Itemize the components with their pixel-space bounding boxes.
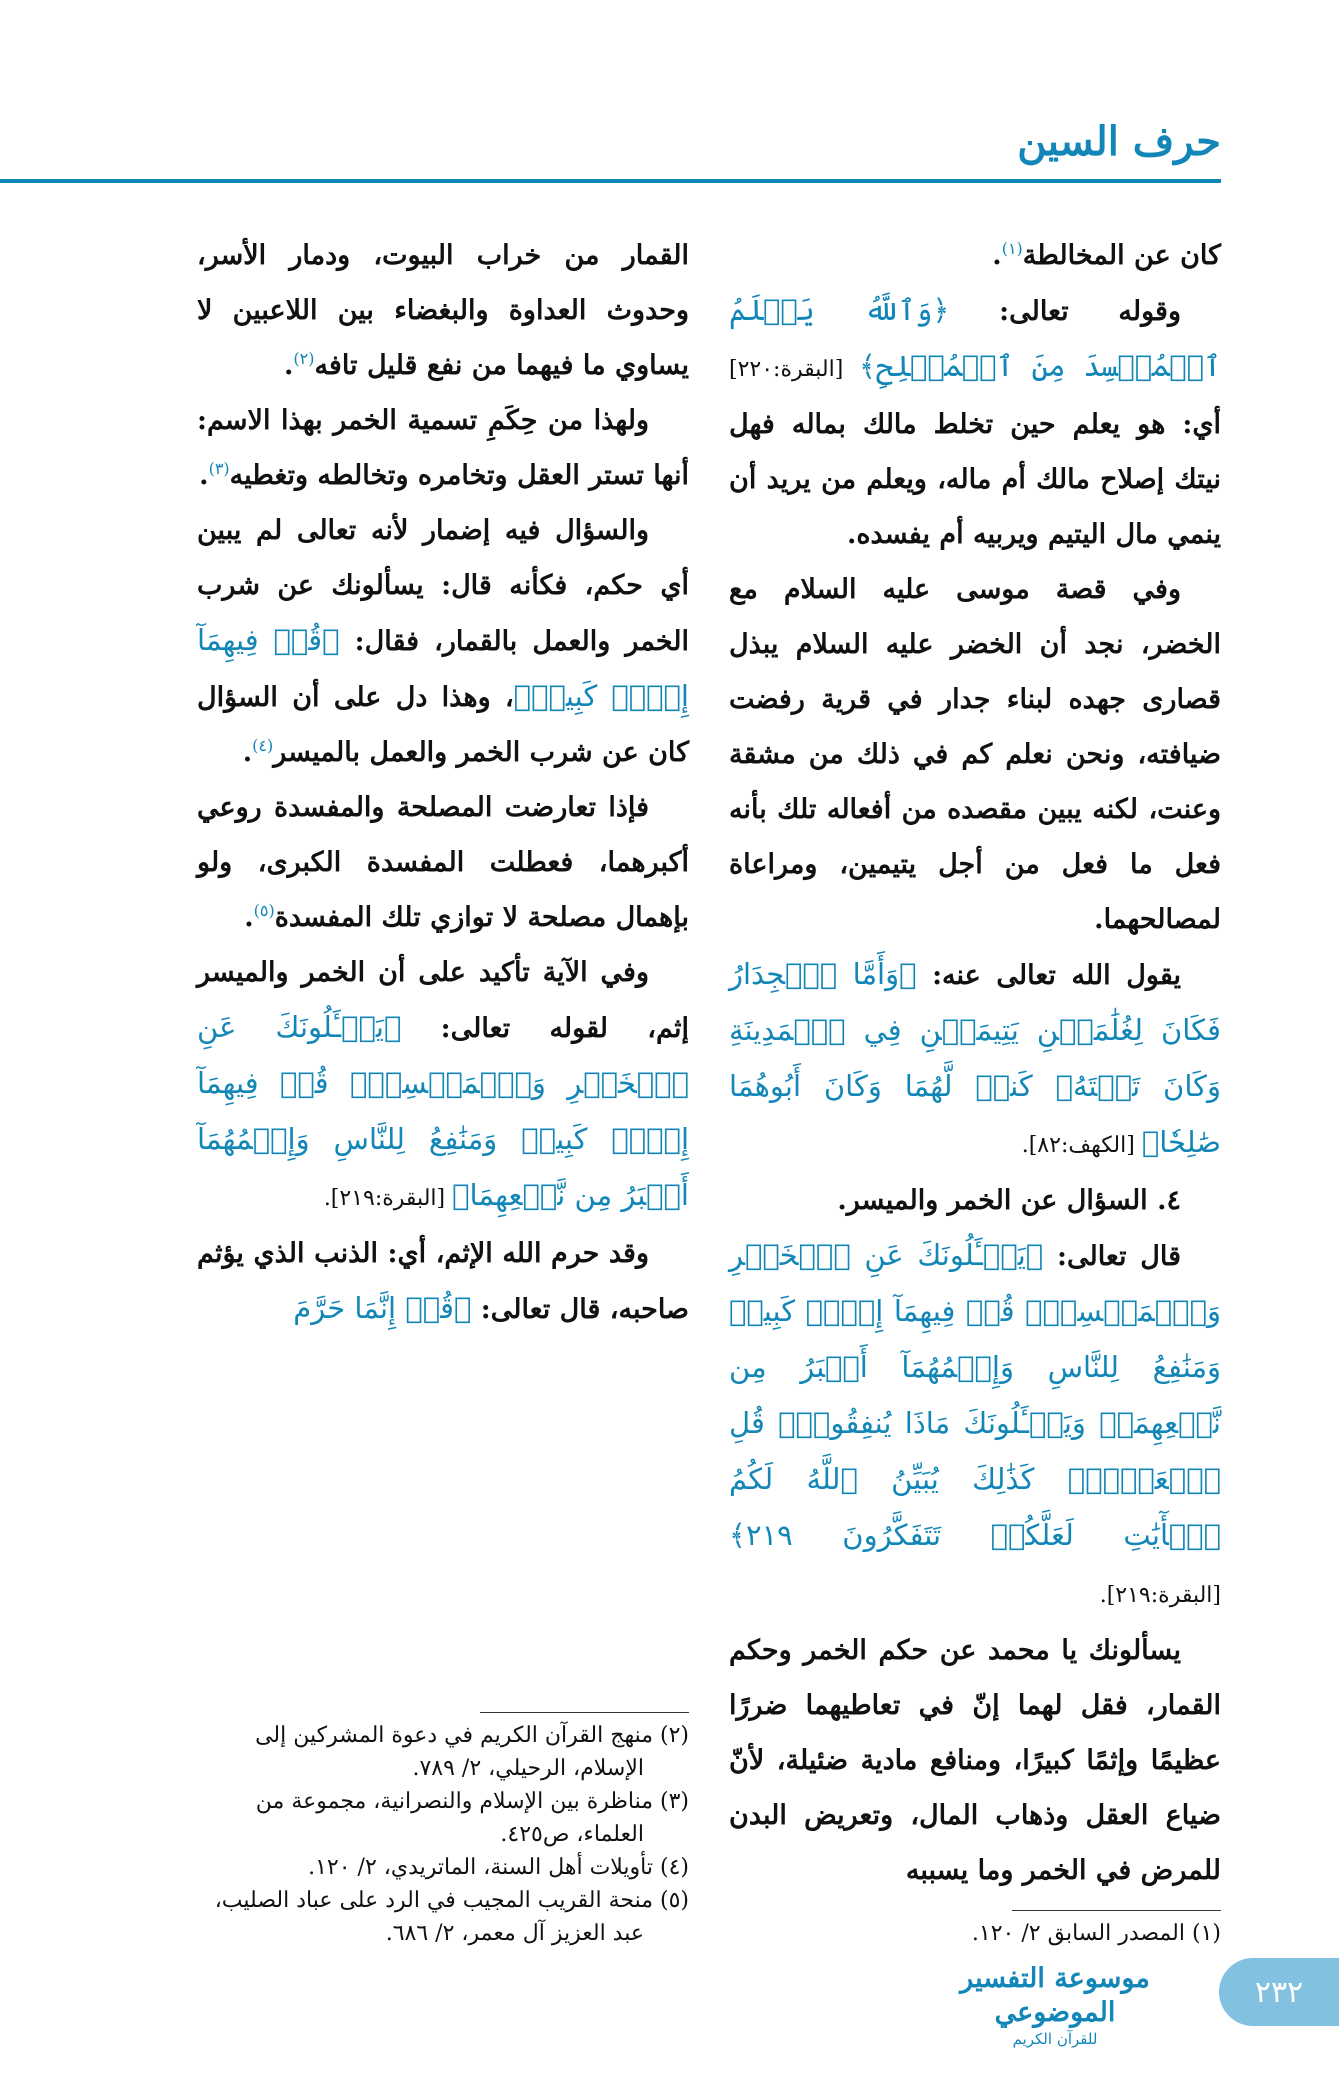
footnote-marker: (٤) xyxy=(252,736,274,755)
footnote-divider-left xyxy=(480,1712,689,1713)
body-text: فإذا تعارضت المصلحة والمفسدة روعي أكبرهما، فعطلت المفسدة الكبرى، ولو بإهمال مصلحة لا توازي تلك المفسدة xyxy=(197,792,689,933)
body-text: وقوله تعالى: xyxy=(949,296,1181,327)
verse-reference: [البقرة:٢٢٠] xyxy=(729,357,859,382)
body-text: أي: هو يعلم حين تخلط مالك بماله فهل نيتك إصلاح مالك أم ماله، ويعلم من يريد أن ينمي مال اليتيم ويربيه أم يفسده. xyxy=(729,409,1221,550)
paragraph xyxy=(197,780,689,945)
body-text: ، وهذا دل على أن السؤال كان عن شرب الخمر والعمل بالميسر xyxy=(197,682,689,768)
left-footnotes xyxy=(197,1719,689,1950)
footnote: (١) المصدر السابق ٢/ ١٢٠. xyxy=(971,1921,1221,1946)
quran-verse: ﴿يَسۡـَٔلُونَكَ عَنِ ٱلۡخَمۡرِ وَٱلۡمَيۡسِرِۖ قُلۡ فِيهِمَآ إِثۡمٞ كَبِيرٞ وَمَنَٰفِعُ لِلنَّاسِ وَإِثۡمُهُمَآ أَكۡبَرُ مِن نَّفۡعِهِمَاۗ وَيَسۡـَٔلُونَكَ مَاذَا يُنفِقُونَۖ قُلِ ٱلۡعَفۡوَۗ كَذَٰلِكَ يُبَيِّنُ ٱللَّهُ لَكُمُ ٱلۡأٓيَٰتِ لَعَلَّكُمۡ تَتَفَكَّرُونَ ٢١٩﴾ xyxy=(729,1238,1221,1552)
body-text: كان عن المخالطة xyxy=(1022,240,1221,271)
footnote: (٥) منحة القريب المجيب في الرد على عباد الصليب، عبد العزيز آل معمر، ٢/ ٦٨٦. xyxy=(214,1888,689,1946)
body-text: يقول الله تعالى عنه: xyxy=(916,960,1181,991)
left-column xyxy=(197,228,689,1337)
footnote: (٣) مناظرة بين الإسلام والنصرانية، مجموعة من العلماء، ص٤٢٥. xyxy=(255,1789,689,1847)
footnote-marker: (١) xyxy=(1001,239,1023,258)
paragraph xyxy=(197,1226,689,1337)
paragraph xyxy=(197,393,689,503)
body-text: وقد حرم الله الإثم، أي: الذنب الذي يؤثم صاحبه، قال تعالى: xyxy=(197,1238,689,1325)
right-footnotes xyxy=(729,1917,1221,1950)
footnote-marker: (٥) xyxy=(253,901,275,920)
paragraph xyxy=(729,562,1221,947)
quran-verse: ﴿قُلۡ فِيهِمَآ إِثۡمٞ كَبِيرٞ﴾ xyxy=(197,623,689,713)
paragraph xyxy=(197,503,689,780)
quran-verse: ﴿قُلۡ إِنَّمَا حَرَّمَ xyxy=(293,1291,472,1325)
body-text: . xyxy=(283,350,294,381)
verse-reference: [البقرة:٢١٩]. xyxy=(323,1186,453,1211)
paragraph xyxy=(197,228,689,393)
body-text: القمار من خراب البيوت، ودمار الأسر، وحدوث العداوة والبغضاء بين اللاعبين لا يساوي ما فيهما من نفع قليل تافه xyxy=(197,240,689,381)
encyclopedia-logo xyxy=(930,1962,1180,2048)
footnote-divider-right xyxy=(1012,1910,1221,1911)
page-footer xyxy=(0,1958,1339,2090)
page-number-badge xyxy=(1219,1958,1339,2026)
footnote-marker: (٣) xyxy=(208,459,230,478)
section-title: حرف السين xyxy=(1017,118,1221,165)
body-text: وفي الآية تأكيد على أن الخمر والميسر إثم، لقوله تعالى: xyxy=(197,957,689,1044)
quran-verse: ﴿يَسۡـَٔلُونَكَ عَنِ ٱلۡخَمۡرِ وَٱلۡمَيۡسِرِۖ قُلۡ فِيهِمَآ إِثۡمٞ كَبِيرٞ وَمَنَٰفِعُ لِلنَّاسِ وَإِثۡمُهُمَآ أَكۡبَرُ مِن نَّفۡعِهِمَا﴾ xyxy=(197,1010,689,1212)
body-text: قال تعالى: xyxy=(1043,1241,1181,1272)
body-text: . xyxy=(244,902,254,933)
logo-title: موسوعة التفسير الموضوعي xyxy=(960,1963,1150,2028)
logo-subtitle: للقرآن الكريم xyxy=(1012,2030,1098,2048)
verse-reference: [البقرة:٢١٩]. xyxy=(1099,1583,1221,1608)
verse-reference: [الكهف:٨٢]. xyxy=(1021,1133,1142,1158)
quran-verse: ﴿وَأَمَّا ٱلۡجِدَارُ فَكَانَ لِغُلَٰمَيۡنِ يَتِيمَيۡنِ فِي ٱلۡمَدِينَةِ وَكَانَ تَحۡتَهُۥ كَنزٞ لَّهُمَا وَكَانَ أَبُوهُمَا صَٰلِحٗا﴾ xyxy=(729,957,1221,1159)
body-text: . xyxy=(992,240,1002,271)
quran-verse: ﴿وَٱللَّهُ يَعۡلَمُ ٱلۡمُفۡسِدَ مِنَ ٱلۡمُصۡلِحِ﴾ xyxy=(729,293,1221,383)
text-columns xyxy=(196,228,1221,1950)
spacer xyxy=(197,1337,689,1712)
paragraph xyxy=(729,1173,1221,1228)
body-text: . xyxy=(199,460,209,491)
paragraph xyxy=(729,1228,1221,1623)
footnote: (٢) منهج القرآن الكريم في دعوة المشركين إلى الإسلام، الرحيلي، ٢/ ٧٨٩. xyxy=(255,1723,689,1781)
body-text: ٤. السؤال عن الخمر والميسر. xyxy=(837,1185,1181,1216)
paragraph xyxy=(197,945,689,1226)
body-text: وفي قصة موسى عليه السلام مع الخضر، نجد أن الخضر عليه السلام يبذل قصارى جهده لبناء جدار في قرية رفضت ضيافته، ونحن نعلم كم في ذلك من مشقة وعنت، لكنه يبين مقصده من أفعاله تلك بأنه فعل ما فعل من أجل يتيمين، ومراعاة لمصالحهما. xyxy=(729,574,1221,935)
body-text: والسؤال فيه إضمار لأنه تعالى لم يبين أي حكم، فكأنه قال: يسألونك عن شرب الخمر والعمل بالقمار، فقال: xyxy=(197,515,690,657)
page-header xyxy=(0,0,1339,228)
right-column-wrap xyxy=(729,228,1221,1950)
paragraph xyxy=(729,1623,1221,1898)
paragraph xyxy=(729,947,1221,1173)
body-text: . xyxy=(242,737,253,768)
body-text: ولهذا من حِكَمِ تسمية الخمر بهذا الاسم: أنها تستر العقل وتخامره وتخالطه وتغطيه xyxy=(197,405,689,491)
footnote-marker: (٢) xyxy=(293,349,315,368)
left-column-wrap xyxy=(197,228,689,1950)
paragraph xyxy=(729,283,1221,562)
right-column xyxy=(729,228,1221,1898)
spacer xyxy=(729,1898,1221,1910)
page-number: ٢٣٢ xyxy=(1254,1974,1304,2010)
paragraph xyxy=(729,228,1221,283)
footnote: (٤) تأويلات أهل السنة، الماتريدي، ٢/ ١٢٠. xyxy=(308,1855,689,1880)
header-divider xyxy=(0,179,1221,183)
body-text: يسألونك يا محمد عن حكم الخمر وحكم القمار، فقل لهما إنّ في تعاطيهما ضررًا عظيمًا وإثمًا كبيرًا، ومنافع مادية ضئيلة، لأنّ ضياع العقل وذهاب المال، وتعريض البدن للمرض في الخمر وما يسببه xyxy=(729,1635,1221,1886)
